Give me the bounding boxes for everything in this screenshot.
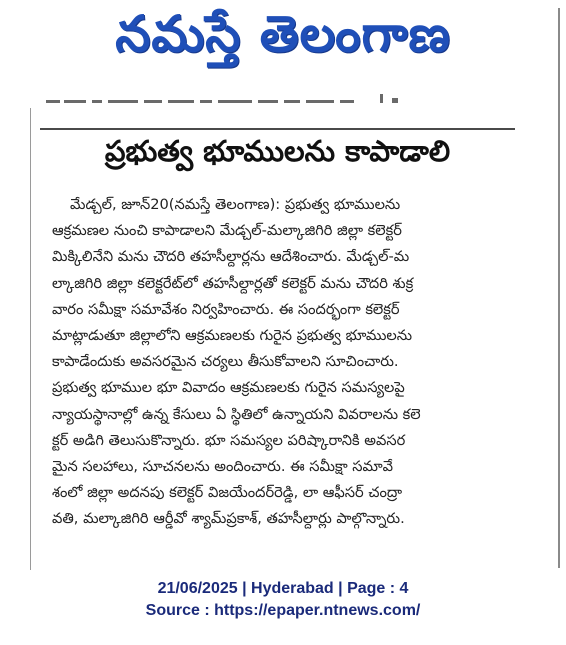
cropped-text-fragment: [40, 92, 410, 106]
article-line: ల్కాజిగిరి జిల్లా కలెక్టరేట్‌లో తహసీల్దార్లతో కలెక్టర్ మను చౌదరి శుక్ర: [52, 274, 414, 292]
article-line: మేడ్చల్, జూన్20(నమస్తే తెలంగాణ): ప్రభుత్వ భూములను: [70, 196, 401, 213]
source-url: Source : https://epaper.ntnews.com/: [145, 602, 421, 619]
article-line: న్యాయస్థానాల్లో ఉన్న కేసులు ఏ స్థితిలో ఉన్నాయని వివరాలను కలె: [52, 405, 421, 423]
publication-date-location-page: 21/06/2025 | Hyderabad | Page : 4: [157, 580, 409, 597]
article-line: క్టర్ అడిగి తెలుసుకొన్నారు. భూ సమస్యల పరిష్కారానికి అవసర: [52, 431, 406, 449]
article-line: మిక్కిలినేని మను చౌదరి తహసీల్దార్లను ఆదేశించారు. మేడ్చల్-మ: [52, 248, 410, 266]
cropped-text-strokes: [40, 92, 410, 106]
masthead: [0, 0, 566, 80]
article-line: మాట్లాడుతూ జిల్లాలోని ఆక్రమణలకు గురైన ప్రభుత్వ భూములను: [52, 326, 413, 344]
clipping-right-border: [558, 8, 560, 568]
article-line: ప్రభుత్వ భూముల భూ వివాదం ఆక్రమణలకు గురైన సమస్యలపై: [52, 379, 405, 397]
article-headline: ప్రభుత్వ భూములను కాపాడాలి: [104, 134, 451, 168]
article-line: కాపాడేందుకు అవసరమైన చర్యలు తీసుకోవాలని సూచించారు.: [52, 353, 399, 371]
headline-top-rule: [40, 128, 515, 130]
article-line: వతి, మల్కాజిగిరి ఆర్డీవో శ్యామ్‌ప్రకాశ్, తహసీల్దార్లు పాల్గొన్నారు.: [52, 510, 405, 528]
article-line: ఆక్రమణల నుంచి కాపాడాలని మేడ్చల్-మల్కాజిగిరి జిల్లా కలెక్టర్: [52, 222, 402, 240]
article-line: వారం సమీక్షా సమావేశం నిర్వహించారు. ఈ సందర్భంగా కలెక్టర్: [52, 300, 400, 318]
clipping-footer: [0, 578, 566, 622]
newspaper-logo-title: నమస్తే తెలంగాణ: [115, 4, 451, 63]
article-body: [52, 192, 520, 532]
article-line: శంలో జిల్లా అదనపు కలెక్టర్ విజయేందర్‌రెడ్డి, లా ఆఫీసర్ చంద్రా: [52, 484, 403, 502]
column-left-border: [30, 108, 31, 570]
article-line: మైన సలహాలు, సూచనలను అందించారు. ఈ సమీక్షా సమావే: [52, 457, 393, 475]
